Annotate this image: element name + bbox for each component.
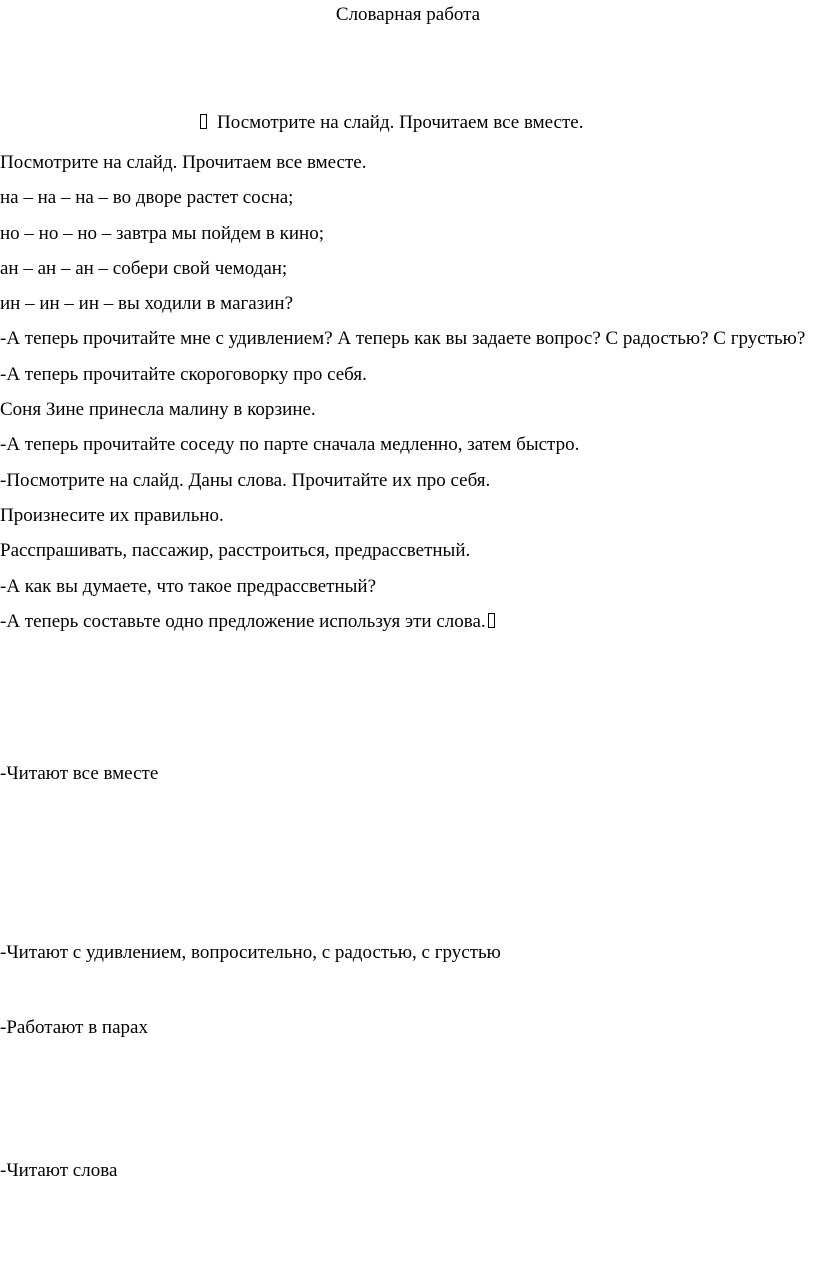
text-line: -А как вы думаете, что такое предрассветный? bbox=[0, 575, 377, 597]
text-line: на – на – на – во дворе растет сосна; bbox=[0, 187, 294, 209]
student-response: -Работают в парах bbox=[0, 1017, 148, 1038]
text-line: Посмотрите на слайд. Прочитаем все вместе. bbox=[0, 152, 367, 173]
text-line: но – но – но – завтра мы пойдем в кино; bbox=[0, 222, 324, 244]
text-line-last bbox=[0, 604, 812, 639]
text-line: ин – ин – ин – вы ходили в магазин? bbox=[0, 293, 294, 315]
text-line: Соня Зине принесла малину в корзине. bbox=[0, 399, 316, 421]
student-response: -Читают все вместе bbox=[0, 763, 159, 784]
text-line: Расспрашивать, пассажир, расстроиться, предрассветный. bbox=[0, 540, 471, 562]
text-line: -А теперь прочитайте скороговорку про себя. bbox=[0, 363, 367, 385]
page-title: Словарная работа bbox=[335, 4, 481, 25]
text-line: -Посмотрите на слайд. Даны слова. Прочитайте их про себя. bbox=[0, 469, 491, 491]
bullet-item bbox=[200, 112, 583, 134]
lesson-text bbox=[0, 145, 812, 639]
student-response: -Читают с удивлением, вопросительно, с радостью, с грустью bbox=[0, 942, 501, 963]
text-line: Произнесите их правильно. bbox=[0, 504, 224, 526]
text-line: -А теперь прочитайте соседу по парте сначала медленно, затем быстро. bbox=[0, 434, 580, 456]
bullet-item-text: Посмотрите на слайд. Прочитаем все вместе. bbox=[217, 112, 584, 133]
text-line: -А теперь прочитайте мне с удивлением? А теперь как вы задаете вопрос? С радостью? С грустью? bbox=[0, 328, 806, 350]
text-line: ан – ан – ан – собери свой чемодан; bbox=[0, 257, 288, 279]
student-response: -Читают слова bbox=[0, 1160, 118, 1181]
box-glyph-icon bbox=[488, 613, 495, 628]
text-line: -А теперь составьте одно предложение используя эти слова. bbox=[0, 610, 486, 632]
bullet-box-icon bbox=[200, 114, 207, 129]
